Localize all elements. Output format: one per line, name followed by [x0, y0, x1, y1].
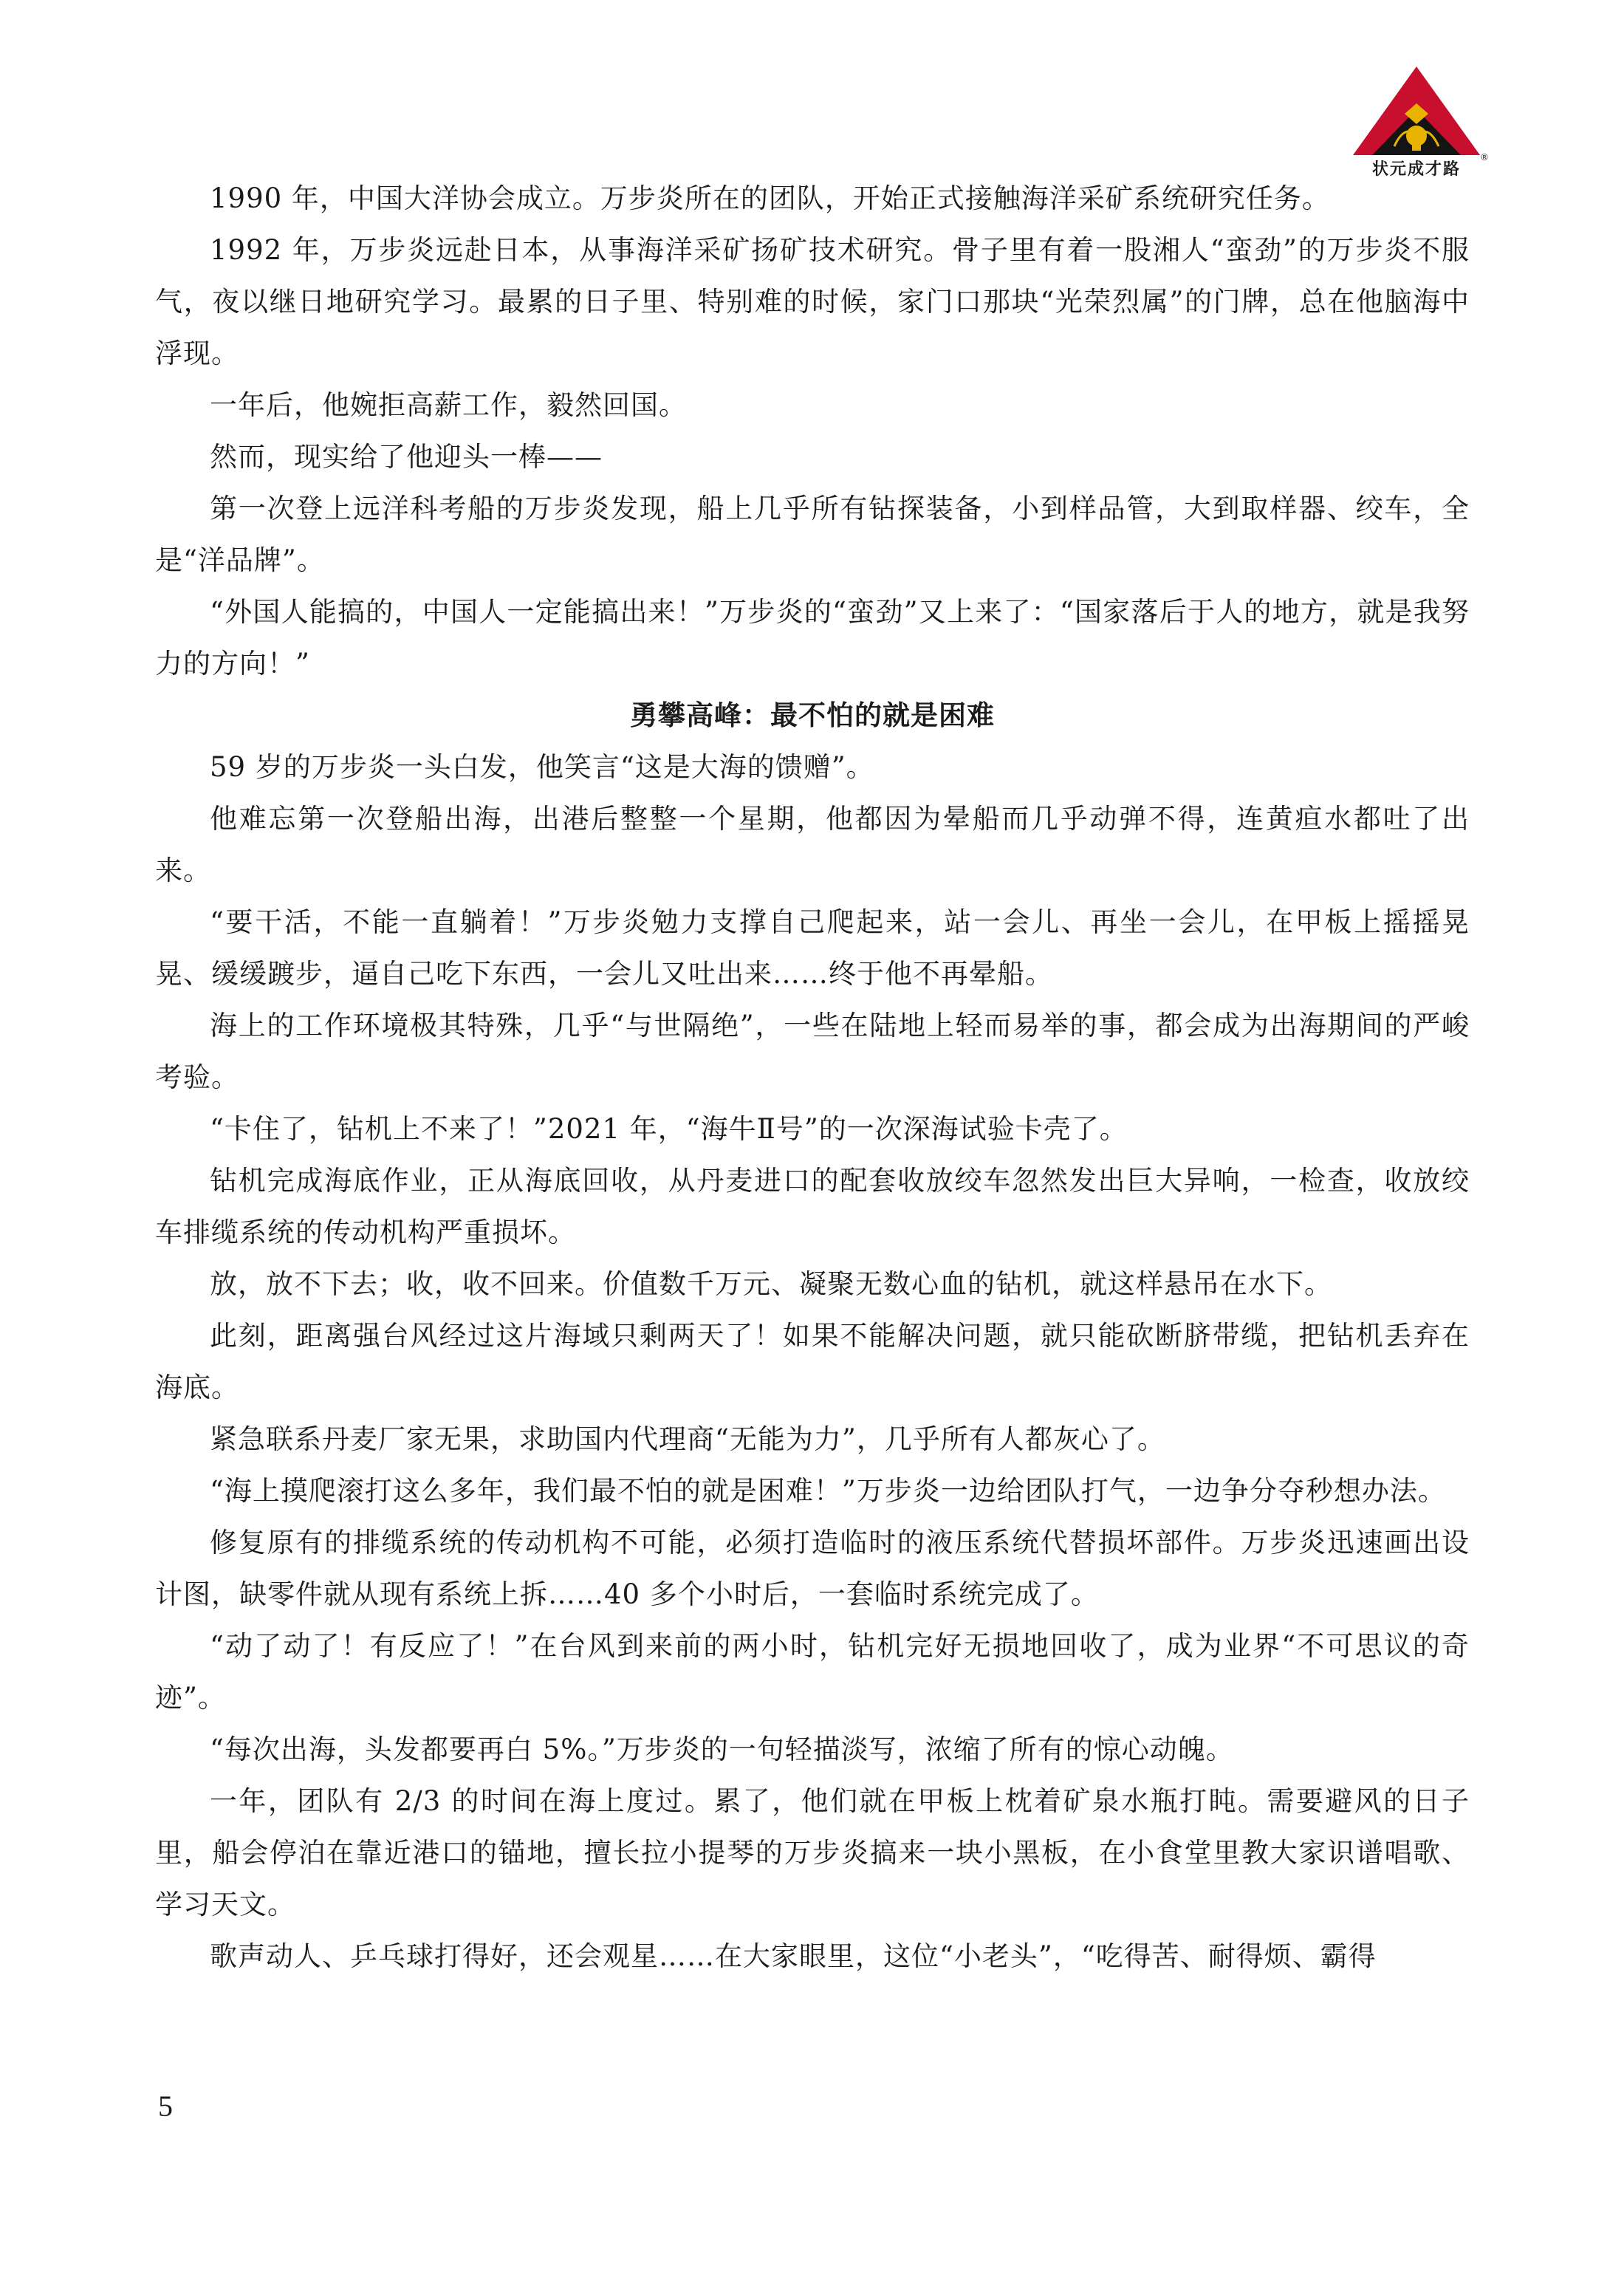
paragraph: “动了动了！有反应了！”在台风到来前的两小时，钻机完好无损地回收了，成为业界“不可思议的奇迹”。: [155, 1630, 1470, 1714]
article-body: [155, 173, 1470, 1982]
paragraph: 一年，团队有 2/3 的时间在海上度过。累了，他们就在甲板上枕着矿泉水瓶打盹。需要避风的日子里，船会停泊在靠近港口的锚地，擅长拉小提琴的万步炎搞来一块小黑板，在小食堂里教大家识谱唱歌、学习天文。: [155, 1785, 1470, 1920]
paragraph: “每次出海，头发都要再白 5%。”万步炎的一句轻描淡写，浓缩了所有的惊心动魄。: [210, 1734, 1234, 1765]
paragraph: 59 岁的万步炎一头白发，他笑言“这是大海的馈赠”。: [210, 751, 874, 783]
paragraph: 钻机完成海底作业，正从海底回收，从丹麦进口的配套收放绞车忽然发出巨大异响，一检查，收放绞车排缆系统的传动机构严重损坏。: [155, 1165, 1470, 1248]
section-heading: 勇攀高峰：最不怕的就是困难: [630, 699, 995, 731]
paragraph: “海上摸爬滚打这么多年，我们最不怕的就是困难！”万步炎一边给团队打气，一边争分夺秒想办法。: [210, 1475, 1446, 1507]
paragraph: 歌声动人、乒乓球打得好，还会观星……在大家眼里，这位“小老头”，“吃得苦、耐得烦、霸得: [210, 1940, 1377, 1972]
triangle-emblem-icon: [1350, 65, 1483, 157]
paragraph: “外国人能搞的，中国人一定能搞出来！”万步炎的“蛮劲”又上来了：“国家落后于人的地方，就是我努力的方向！”: [155, 596, 1470, 680]
paragraph: 修复原有的排缆系统的传动机构不可能，必须打造临时的液压系统代替损坏部件。万步炎迅速画出设计图，缺零件就从现有系统上拆……40 多个小时后，一套临时系统完成了。: [155, 1527, 1470, 1610]
paragraph: “要干活，不能一直躺着！”万步炎勉力支撑自己爬起来，站一会儿、再坐一会儿，在甲板上摇摇晃晃、缓缓踱步，逼自己吃下东西，一会儿又吐出来……终于他不再晕船。: [155, 906, 1470, 990]
paragraph: 他难忘第一次登船出海，出港后整整一个星期，他都因为晕船而几乎动弹不得，连黄疸水都吐了出来。: [155, 803, 1470, 886]
paragraph: 紧急联系丹麦厂家无果，求助国内代理商“无能为力”，几乎所有人都灰心了。: [210, 1423, 1165, 1455]
paragraph: 放，放不下去；收，收不回来。价值数千万元、凝聚无数心血的钻机，就这样悬吊在水下。: [210, 1268, 1332, 1300]
publisher-logo: [1350, 65, 1489, 179]
paragraph: 第一次登上远洋科考船的万步炎发现，船上几乎所有钻探装备，小到样品管，大到取样器、绞车，全是“洋品牌”。: [155, 493, 1470, 576]
paragraph: 海上的工作环境极其特殊，几乎“与世隔绝”，一些在陆地上轻而易举的事，都会成为出海期间的严峻考验。: [155, 1010, 1470, 1093]
paragraph: 此刻，距离强台风经过这片海域只剩两天了！如果不能解决问题，就只能砍断脐带缆，把钻机丢弃在海底。: [155, 1320, 1470, 1403]
registered-mark: ®: [1480, 152, 1489, 162]
paragraph: “卡住了，钻机上不来了！”2021 年，“海牛Ⅱ号”的一次深海试验卡壳了。: [210, 1113, 1128, 1145]
paragraph: 然而，现实给了他迎头一棒——: [210, 441, 603, 473]
paragraph: 1992 年，万步炎远赴日本，从事海洋采矿扬矿技术研究。骨子里有着一股湘人“蛮劲”的万步炎不服气，夜以继日地研究学习。最累的日子里、特别难的时候，家门口那块“光荣烈属”的门牌，总在他脑海中浮现。: [155, 234, 1470, 369]
paragraph: 1990 年，中国大洋协会成立。万步炎所在的团队，开始正式接触海洋采矿系统研究任务。: [210, 182, 1330, 214]
logo-text: 状元成才路: [1371, 160, 1461, 179]
page-number: 5: [158, 2090, 173, 2123]
paragraph: 一年后，他婉拒高薪工作，毅然回国。: [210, 389, 687, 421]
